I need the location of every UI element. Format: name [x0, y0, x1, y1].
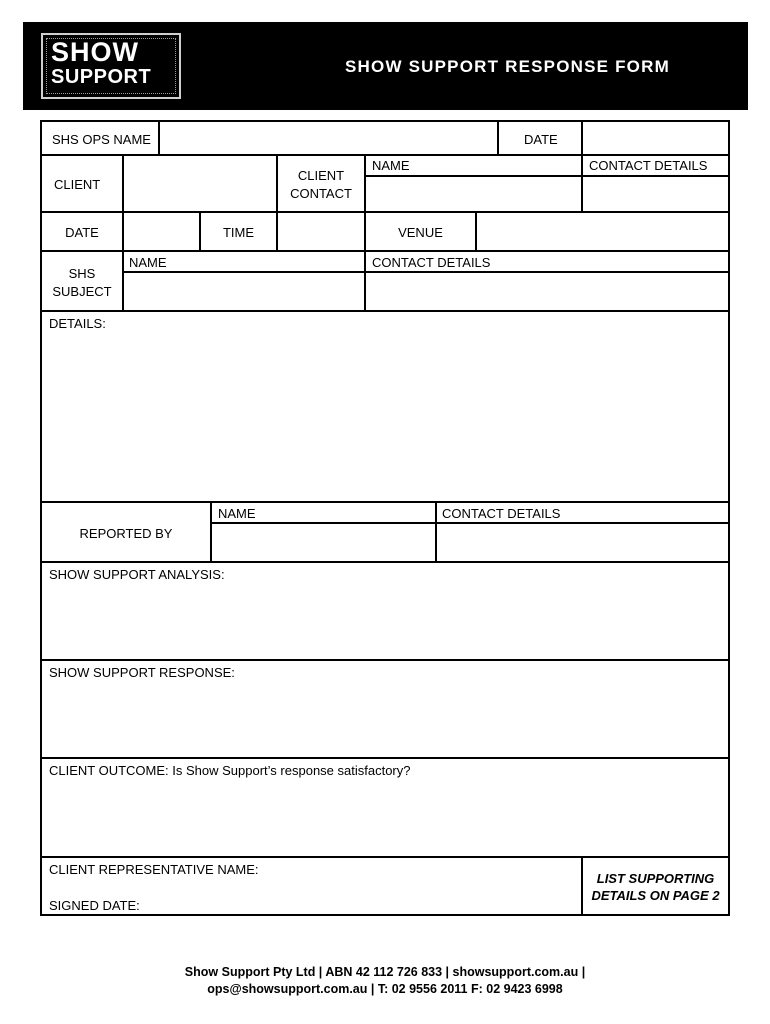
response-label: SHOW SUPPORT RESPONSE:	[49, 665, 235, 680]
footer-line2: ops@showsupport.com.au | T: 02 9556 2011 F: 02 9423 6998	[207, 982, 563, 996]
reported-by-label: REPORTED BY	[79, 526, 173, 541]
client-contact-label-line1: CLIENT	[297, 168, 345, 183]
analysis-label: SHOW SUPPORT ANALYSIS:	[49, 567, 225, 582]
reported-by-contact-details-label: CONTACT DETAILS	[442, 506, 561, 521]
date-field[interactable]	[583, 122, 728, 154]
client-label: CLIENT	[54, 177, 101, 192]
time-field[interactable]	[278, 215, 364, 250]
reported-by-name-field[interactable]	[212, 524, 435, 561]
shs-ops-name-field[interactable]	[160, 122, 497, 154]
time-label: TIME	[222, 225, 255, 240]
signed-date-field[interactable]	[140, 894, 578, 914]
venue-field[interactable]	[477, 215, 728, 250]
venue-label: VENUE	[398, 225, 443, 240]
header-bar	[23, 22, 748, 110]
footer	[0, 964, 770, 998]
client-rep-name-label: CLIENT REPRESENTATIVE NAME:	[49, 862, 259, 877]
list-supporting-note-line2: DETAILS ON PAGE 2	[591, 888, 720, 903]
shs-subject-label-line1: SHS	[68, 266, 96, 281]
list-supporting-note-line1: LIST SUPPORTING	[596, 871, 715, 886]
reported-by-name-label: NAME	[218, 506, 256, 521]
client-field[interactable]	[124, 158, 276, 211]
logo-text-show: SHOW	[51, 37, 139, 67]
client-rep-name-field[interactable]	[260, 860, 578, 882]
client-contact-label-line2: CONTACT	[290, 186, 352, 201]
shs-subject-name-field[interactable]	[124, 273, 364, 310]
client-contact-name-label: NAME	[372, 158, 410, 173]
response-field[interactable]	[42, 683, 728, 757]
analysis-field[interactable]	[42, 585, 728, 659]
event-date-field[interactable]	[124, 215, 199, 250]
shs-subject-label-line2: SUBJECT	[52, 284, 112, 299]
reported-by-contact-details-field[interactable]	[437, 524, 728, 561]
logo-text-support: SUPPORT	[51, 66, 152, 88]
form-title: SHOW SUPPORT RESPONSE FORM	[345, 57, 670, 76]
client-contact-details-label: CONTACT DETAILS	[589, 158, 708, 173]
client-contact-name-field[interactable]	[366, 177, 581, 211]
client-outcome-field[interactable]	[42, 781, 728, 856]
details-label: DETAILS:	[49, 316, 106, 331]
client-contact-details-field[interactable]	[583, 177, 728, 211]
details-field[interactable]	[42, 334, 728, 501]
shs-ops-name-label: SHS OPS NAME	[52, 132, 151, 147]
date-label: DATE	[524, 132, 558, 147]
event-date-label: DATE	[65, 225, 99, 240]
shs-subject-name-label: NAME	[129, 255, 167, 270]
show-support-logo	[41, 33, 181, 99]
shs-subject-contact-details-label: CONTACT DETAILS	[372, 255, 491, 270]
client-outcome-label: CLIENT OUTCOME: Is Show Support’s response satisfactory?	[49, 763, 411, 778]
signed-date-label: SIGNED DATE:	[49, 898, 140, 913]
shs-subject-contact-details-field[interactable]	[366, 273, 728, 310]
footer-line1: Show Support Pty Ltd | ABN 42 112 726 833 | showsupport.com.au |	[184, 965, 586, 979]
